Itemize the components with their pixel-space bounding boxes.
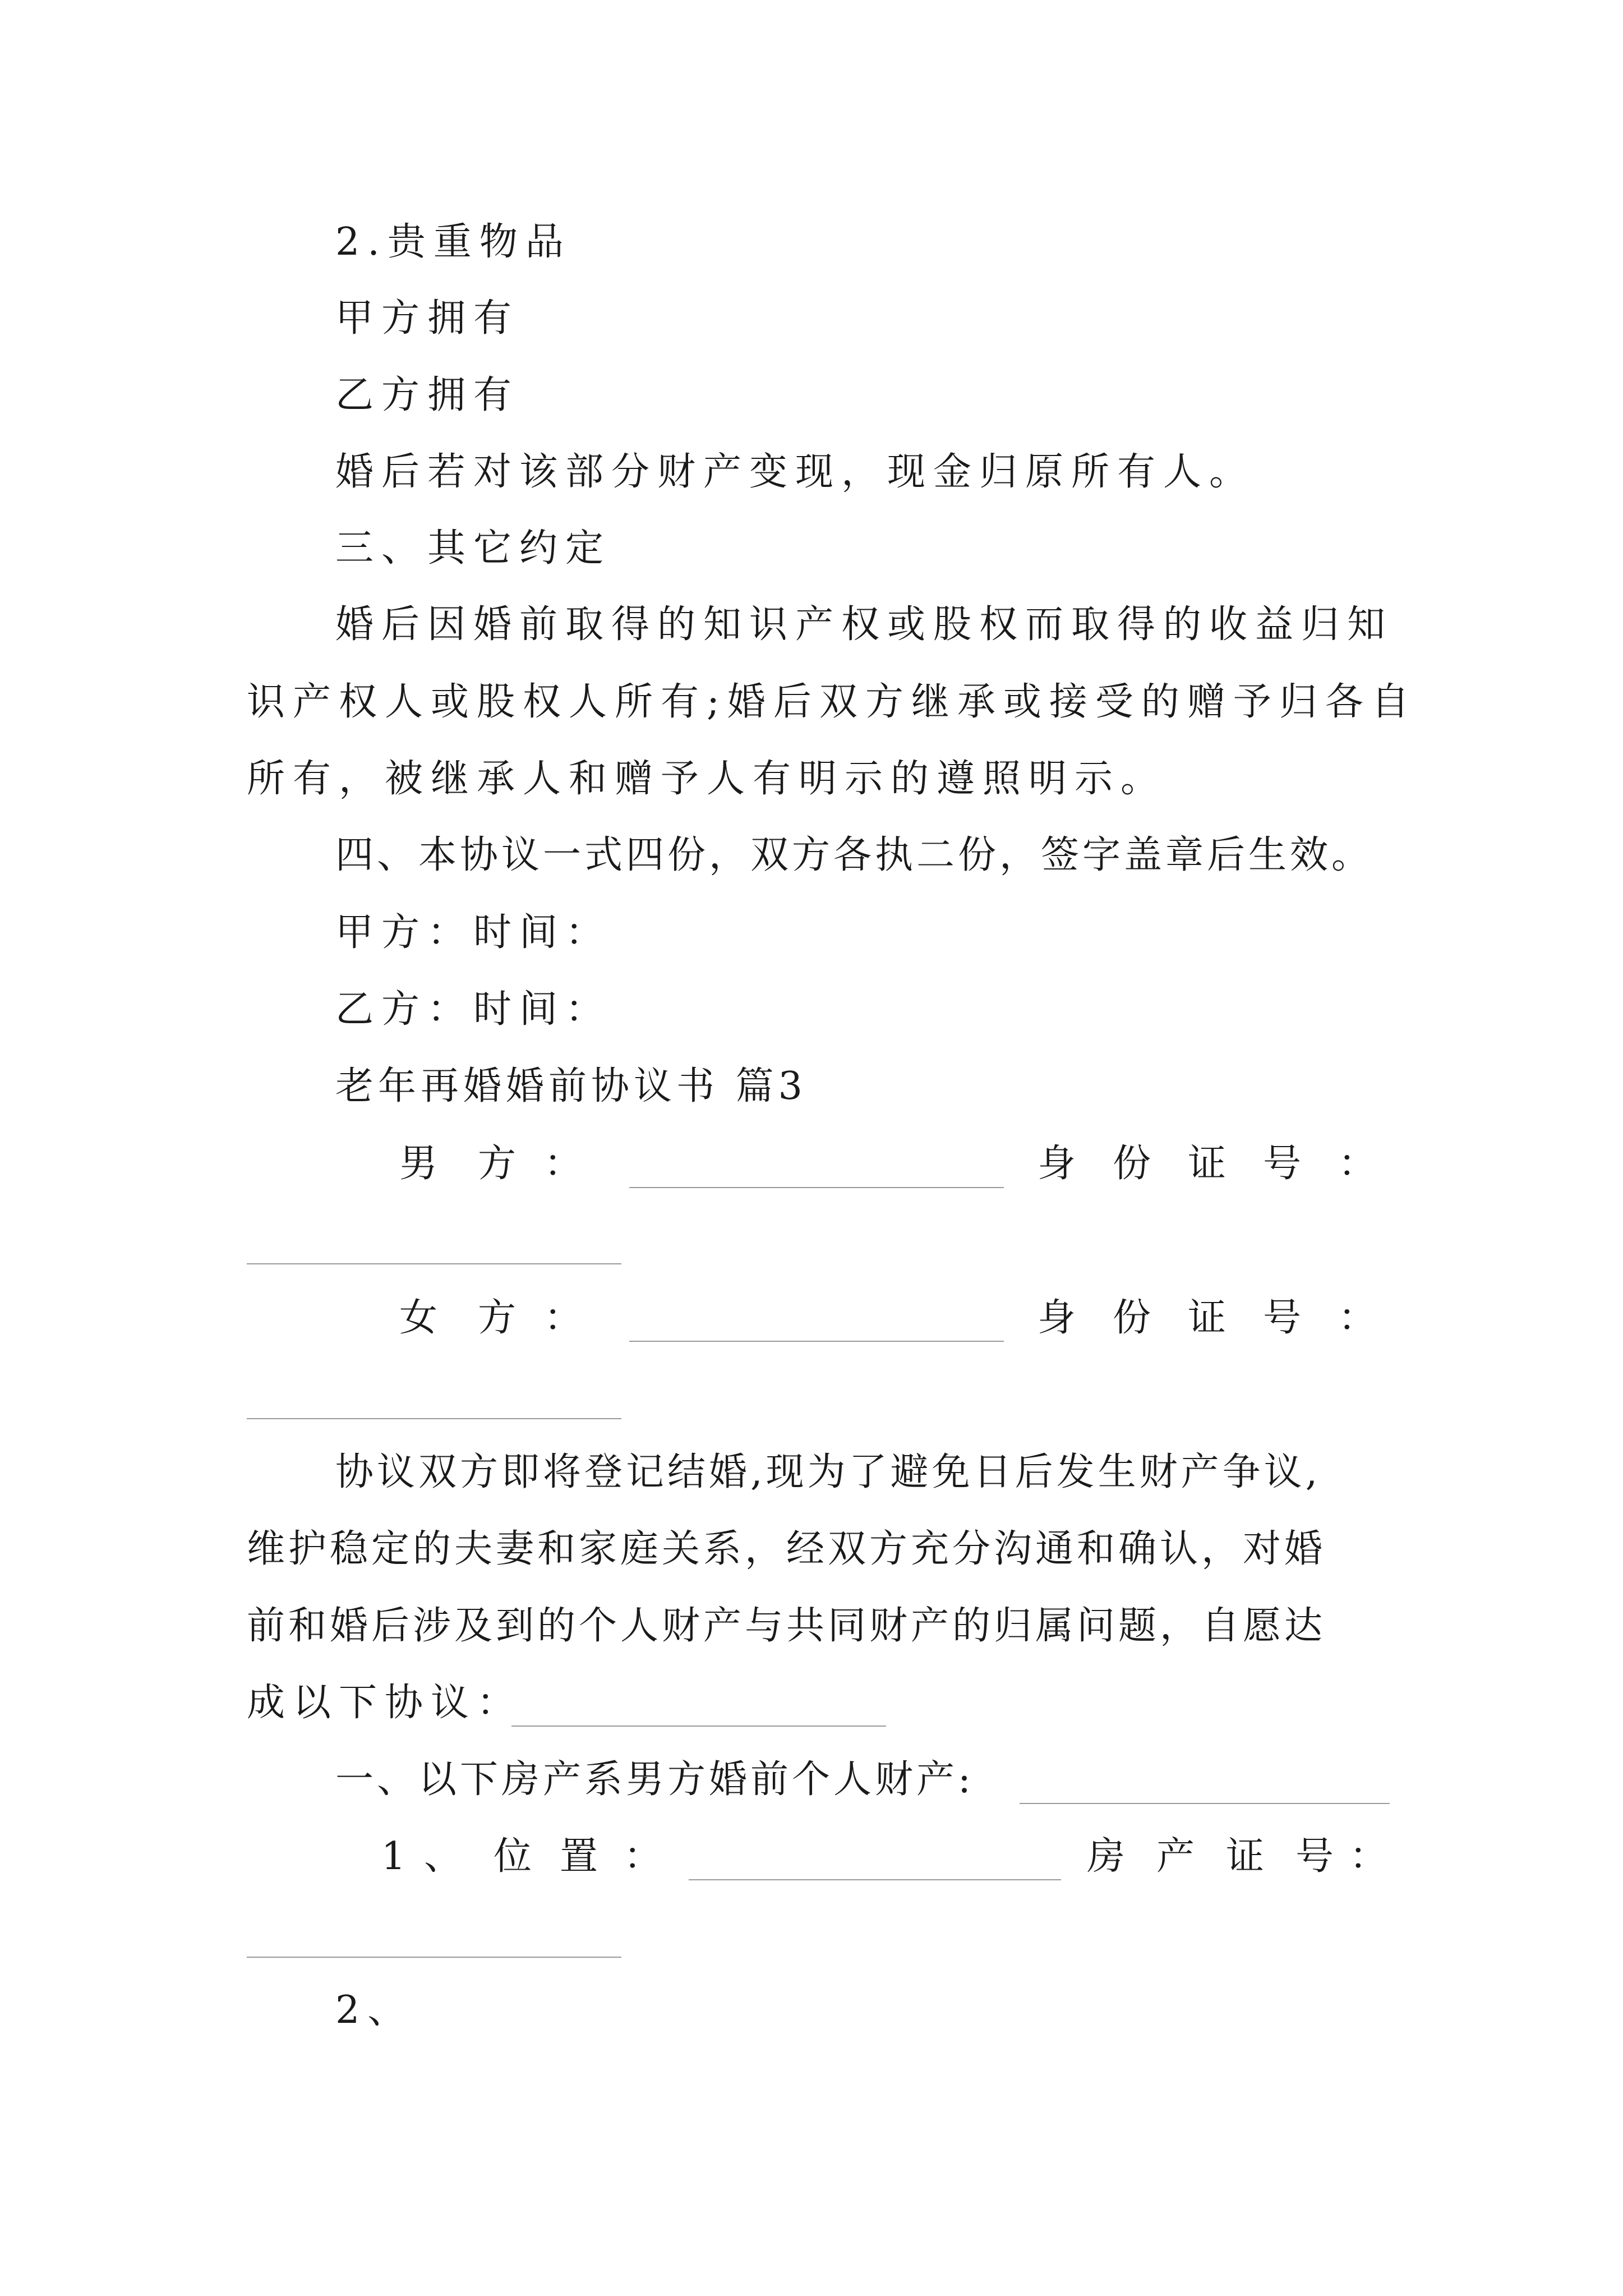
location-sep: 、	[424, 1834, 463, 1879]
female-id-blank	[247, 1418, 621, 1419]
male-id-blank	[247, 1263, 621, 1264]
cash-rule: 婚后若对该部分财产变现，现金归原所有人。	[335, 450, 1256, 494]
section-2-item: 2.贵重物品	[335, 220, 571, 264]
signature-a: 甲方：时间：	[335, 910, 612, 955]
female-id-colon: ：	[1338, 1296, 1377, 1340]
cert-3: 证	[1226, 1834, 1265, 1879]
cert-1: 房	[1087, 1834, 1126, 1879]
location-row	[0, 1834, 1623, 1879]
signature-b: 乙方：时间：	[335, 987, 612, 1032]
female-id-2: 份	[1113, 1296, 1151, 1340]
female-char-2: 方	[478, 1296, 517, 1340]
male-id-1: 身	[1038, 1142, 1076, 1186]
male-colon: ：	[544, 1142, 583, 1186]
female-char-1: 女	[399, 1296, 438, 1340]
section-4: 四、本协议一式四份，双方各执二份，签字盖章后生效。	[335, 833, 1373, 877]
cert-blank	[247, 1957, 621, 1958]
male-id-3: 证	[1188, 1142, 1227, 1186]
party-a-owns: 甲方拥有	[335, 296, 520, 341]
document-title: 老年再婚婚前协议书 篇3	[335, 1064, 807, 1108]
location-blank	[689, 1879, 1061, 1880]
male-id-colon: ：	[1338, 1142, 1377, 1186]
location-num: 1	[381, 1834, 406, 1879]
location-colon: ：	[624, 1834, 662, 1879]
item-1-blank	[1020, 1803, 1390, 1804]
item-1-title: 一、以下房产系男方婚前个人财产:	[335, 1757, 974, 1802]
item-2: 2、	[335, 1988, 414, 2032]
location-label-1: 位	[494, 1834, 532, 1879]
section-3-line-2: 识产权人或股权人所有;婚后双方继承或接受的赠予归各自	[247, 680, 1417, 724]
female-row	[0, 1296, 1623, 1341]
intro-line-2: 维护稳定的夫妻和家庭关系，经双方充分沟通和确认，对婚	[247, 1527, 1326, 1571]
male-char-2: 方	[478, 1142, 517, 1186]
male-name-blank	[629, 1187, 1004, 1188]
cert-colon: ：	[1349, 1834, 1388, 1879]
female-id-3: 证	[1188, 1296, 1227, 1340]
section-3-line-3: 所有，被继承人和赠予人有明示的遵照明示。	[247, 757, 1167, 801]
cert-2: 产	[1156, 1834, 1195, 1879]
intro-line-4: 成以下协议：	[247, 1681, 523, 1725]
location-label-2: 置	[560, 1834, 598, 1879]
male-id-2: 份	[1113, 1142, 1151, 1186]
intro-line-3: 前和婚后涉及到的个人财产与共同财产的归属问题，自愿达	[247, 1604, 1326, 1648]
section-3-title: 三、其它约定	[335, 526, 612, 570]
female-id-1: 身	[1038, 1296, 1076, 1340]
intro-blank	[511, 1726, 886, 1727]
intro-line-1: 协议双方即将登记结婚,现为了避免日后发生财产争议,	[335, 1450, 1321, 1494]
male-char-1: 男	[399, 1142, 438, 1186]
female-id-4: 号	[1263, 1296, 1302, 1340]
male-id-4: 号	[1263, 1142, 1302, 1186]
male-row	[0, 1142, 1623, 1186]
cert-4: 号	[1295, 1834, 1334, 1879]
female-colon: ：	[544, 1296, 583, 1340]
party-b-owns: 乙方拥有	[335, 373, 520, 417]
section-3-line-1: 婚后因婚前取得的知识产权或股权而取得的收益归知	[335, 602, 1394, 647]
female-name-blank	[629, 1341, 1004, 1342]
